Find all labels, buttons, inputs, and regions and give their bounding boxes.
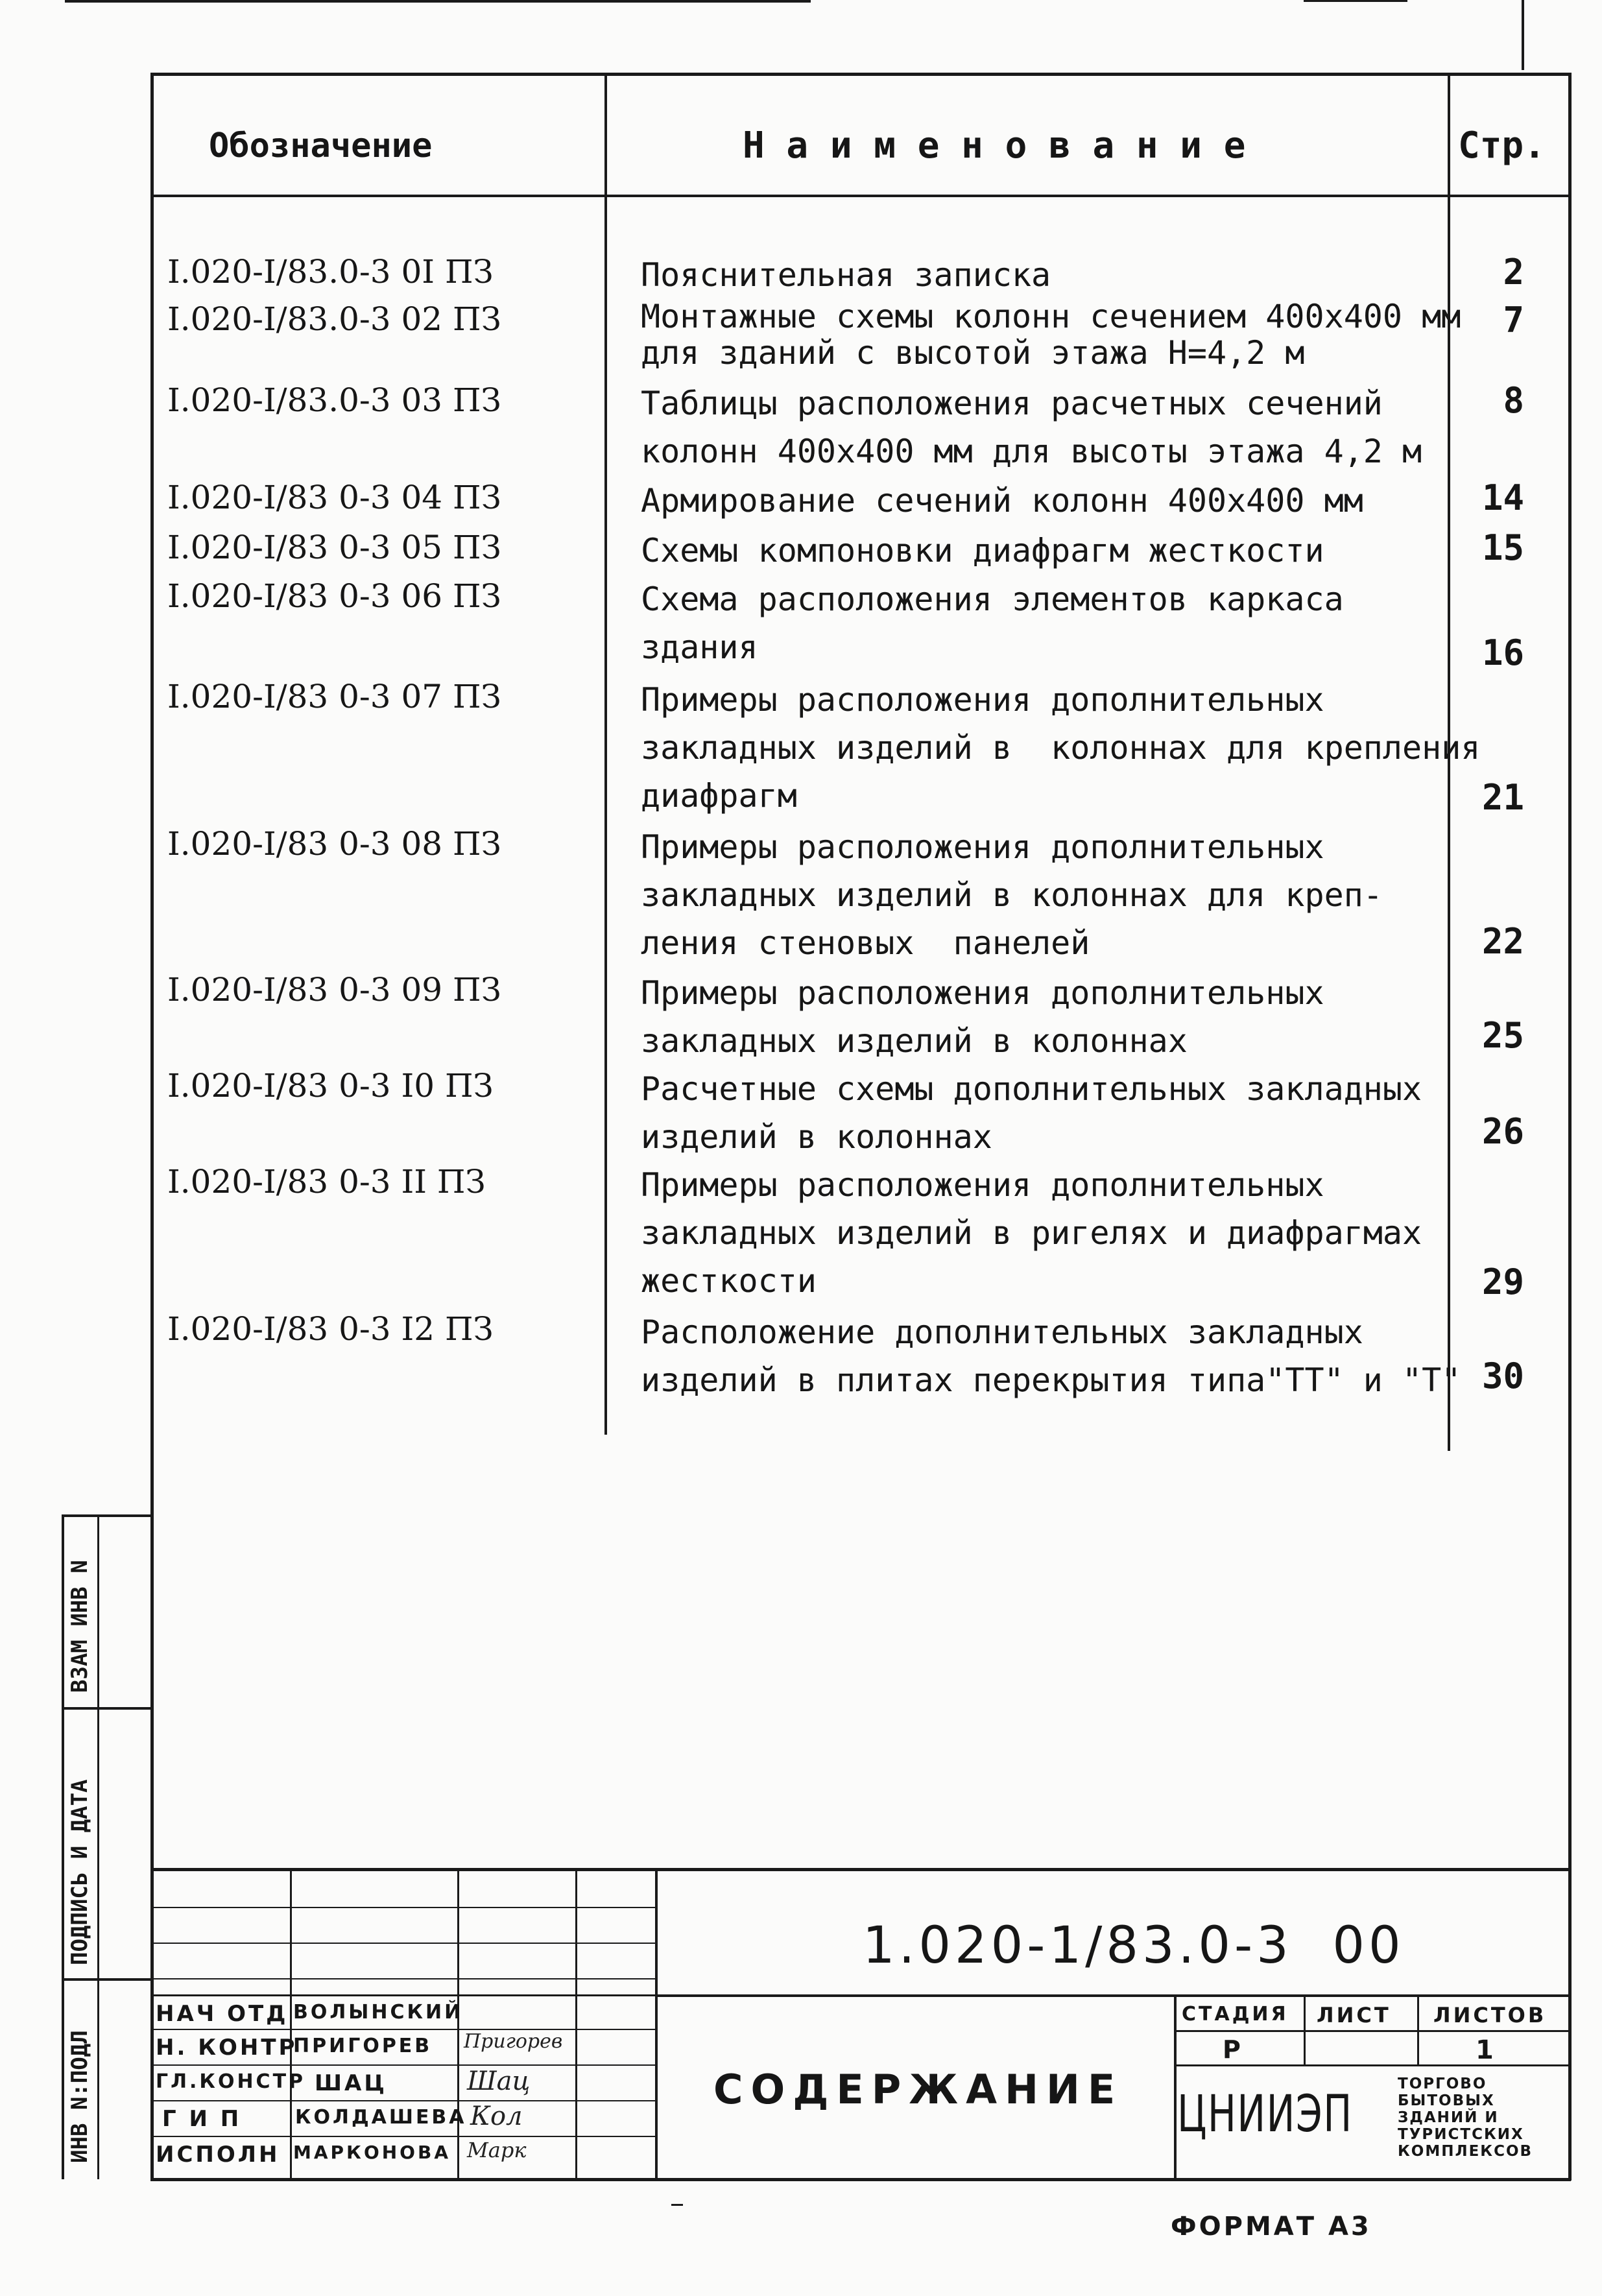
row-6-page: 16	[1481, 632, 1524, 673]
side-label-signature-date: ПОДПИСЬ И ДАТА	[67, 1779, 93, 1965]
row-3-code: I.020-I/83.0-3 03 ПЗ	[167, 381, 501, 419]
row-5-code: I.020-I/83 0-3 05 ПЗ	[167, 529, 501, 566]
doc-number: 1.020-1/83.0-3 00	[863, 1917, 1405, 1975]
row-2-name: Монтажные схемы колонн сечением 400х400 мм для зданий с высотой этажа Н=4,2 м	[641, 298, 1461, 372]
row-7-page: 21	[1481, 777, 1524, 818]
row-1-code: I.020-I/83.0-3 0I ПЗ	[167, 253, 494, 291]
header-divider	[150, 195, 1571, 197]
tb-doc-divider	[656, 1994, 1571, 1997]
role-1-title: НАЧ ОТД	[156, 2001, 289, 2027]
row-2-page: 7	[1503, 300, 1524, 341]
frame-bottom	[150, 2178, 1571, 2181]
tb-grid-v4	[655, 1868, 658, 2179]
row-11-name: Примеры расположения дополнительных закладных изделий в ригелях и диафрагмах жесткости	[641, 1166, 1422, 1300]
row-5-page: 15	[1481, 527, 1524, 568]
tb-stage-h2	[1174, 2064, 1571, 2066]
row-10-code: I.020-I/83 0-3 I0 ПЗ	[167, 1067, 494, 1105]
top-mark-left	[65, 0, 811, 3]
side-strip-left	[62, 1514, 64, 2179]
bottom-tick	[671, 2204, 683, 2206]
tb-grid-h6	[150, 2064, 656, 2066]
role-3-signature: Шац	[467, 2066, 531, 2096]
tb-grid-v2	[457, 1868, 459, 2179]
row-7-name: Примеры расположения дополнительных закладных изделий в колоннах для крепления диафрагм	[641, 681, 1481, 815]
row-8-name: Примеры расположения дополнительных закладных изделий в колоннах для креп- ления стеновых панелей	[641, 828, 1383, 962]
side-strip-mid	[97, 1514, 99, 2179]
role-2-title: Н. КОНТР	[156, 2035, 298, 2061]
row-4-page: 14	[1481, 477, 1524, 518]
row-6-code: I.020-I/83 0-3 06 ПЗ	[167, 577, 501, 615]
side-label-original-inv: ИНВ N:ПОДЛ	[67, 2030, 93, 2163]
side-strip-div1	[62, 1707, 152, 1710]
role-4-title: Г И П	[162, 2106, 242, 2132]
sheets-label: ЛИСТОВ	[1433, 2003, 1547, 2027]
tb-top	[150, 1868, 1571, 1871]
sheets-value: 1	[1476, 2035, 1496, 2065]
header-page: Стр.	[1458, 125, 1546, 167]
top-mark-right	[1304, 0, 1407, 2]
side-label-replaced-inv: ВЗАМ ИНВ N	[67, 1560, 93, 1693]
top-mark-vertical	[1522, 0, 1524, 70]
row-11-page: 29	[1481, 1262, 1524, 1302]
row-9-code: I.020-I/83 0-3 09 ПЗ	[167, 971, 501, 1009]
row-12-page: 30	[1481, 1356, 1524, 1396]
header-name: Н а и м е н о в а н и е	[743, 125, 1246, 167]
row-10-page: 26	[1481, 1111, 1524, 1152]
row-1-page: 2	[1503, 252, 1524, 293]
row-3-name: Таблицы расположения расчетных сечений колонн 400х400 мм для высоты этажа 4,2 м	[641, 385, 1422, 470]
row-4-code: I.020-I/83 0-3 04 ПЗ	[167, 479, 501, 516]
header-designation: Обозначение	[209, 126, 433, 165]
organization-subtitle: ТОРГОВО БЫТОВЫХ ЗДАНИЙ И ТУРИСТСКИХ КОМПЛЕКСОВ	[1398, 2075, 1533, 2160]
row-12-code: I.020-I/83 0-3 I2 ПЗ	[167, 1310, 494, 1348]
tb-stage-left	[1174, 1994, 1177, 2179]
row-4-name: Армирование сечений колонн 400х400 мм	[641, 482, 1363, 520]
tb-grid-h2	[150, 1943, 656, 1944]
frame-top	[150, 73, 1571, 76]
row-1-name: Пояснительная записка	[641, 256, 1051, 294]
role-3-title: ГЛ.КОНСТР	[156, 2070, 306, 2093]
role-5-person: МАРКОНОВА	[293, 2142, 451, 2163]
side-strip-div2	[62, 1978, 152, 1981]
format-label: ФОРМАТ А3	[1171, 2212, 1372, 2242]
role-2-signature: Пригорев	[464, 2030, 563, 2053]
role-3-person: ШАЦ	[315, 2070, 387, 2096]
sheet-label: ЛИСТ	[1317, 2003, 1391, 2027]
row-8-page: 22	[1481, 921, 1524, 962]
tb-grid-h8	[150, 2136, 656, 2137]
column-divider-1	[604, 76, 607, 1435]
role-2-person: ПРИГОРЕВ	[293, 2035, 433, 2057]
tb-grid-v1	[290, 1868, 292, 2179]
role-1-person: ВОЛЫНСКИЙ	[293, 2001, 464, 2024]
row-9-page: 25	[1481, 1015, 1524, 1056]
tb-grid-h3	[150, 1978, 656, 1979]
row-6-name: Схема расположения элементов каркаса здания	[641, 580, 1344, 666]
role-5-signature: Марк	[467, 2138, 527, 2162]
tb-grid-h1	[150, 1907, 656, 1908]
side-strip-top	[62, 1514, 152, 1517]
tb-stage-h1	[1174, 2030, 1571, 2032]
doc-title: СОДЕРЖАНИЕ	[713, 2066, 1123, 2113]
tb-grid-h4	[150, 1994, 656, 1996]
role-4-person: КОЛДАШЕВА	[295, 2106, 467, 2129]
row-11-code: I.020-I/83 0-3 II ПЗ	[167, 1163, 486, 1201]
role-5-title: ИСПОЛН	[156, 2142, 280, 2168]
row-3-page: 8	[1503, 380, 1524, 421]
frame-right	[1568, 73, 1572, 2181]
row-2-code: I.020-I/83.0-3 02 ПЗ	[167, 300, 501, 338]
role-4-signature: Кол	[470, 2101, 523, 2131]
row-10-name: Расчетные схемы дополнительных закладных изделий в колоннах	[641, 1070, 1422, 1156]
row-12-name: Расположение дополнительных закладных изделий в плитах перекрытия типа"ТТ" и "Т"	[641, 1313, 1461, 1399]
tb-grid-v3	[575, 1868, 577, 2179]
tb-grid-h5	[150, 2029, 656, 2030]
stage-value: Р	[1223, 2035, 1243, 2064]
frame-left	[150, 73, 154, 2181]
row-9-name: Примеры расположения дополнительных закладных изделий в колоннах	[641, 974, 1324, 1060]
organization-name: ЦНИИЭП	[1177, 2085, 1353, 2144]
tb-grid-h7	[150, 2100, 656, 2101]
row-5-name: Схемы компоновки диафрагм жесткости	[641, 532, 1324, 569]
row-8-code: I.020-I/83 0-3 08 ПЗ	[167, 825, 501, 863]
stage-label: СТАДИЯ	[1182, 2003, 1289, 2026]
row-7-code: I.020-I/83 0-3 07 ПЗ	[167, 678, 501, 715]
